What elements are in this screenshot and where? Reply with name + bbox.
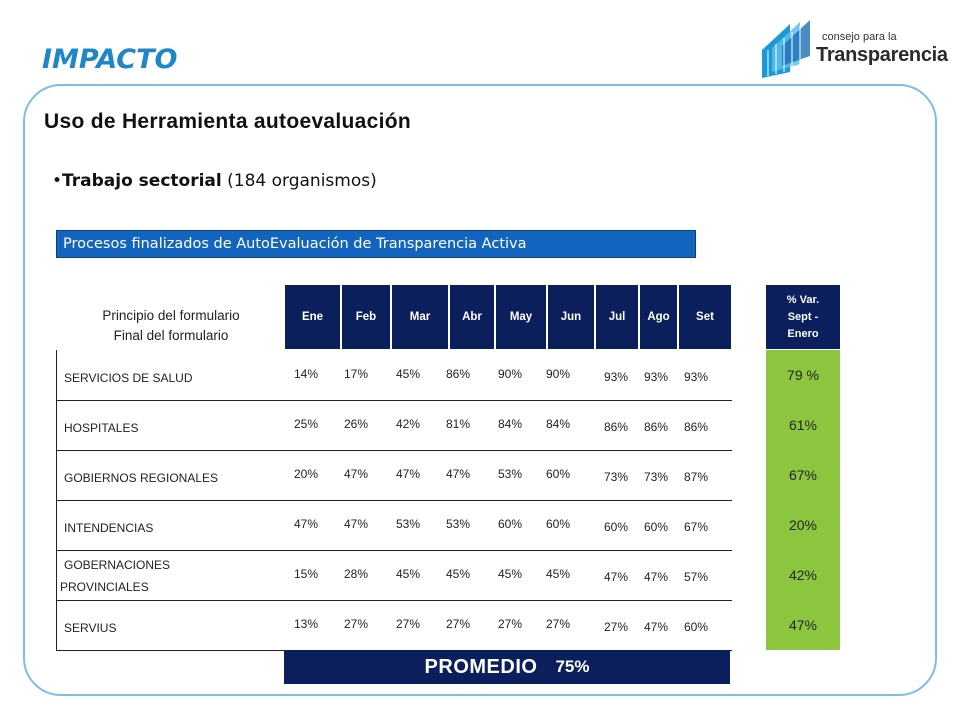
cell-value: 27%	[343, 617, 369, 631]
row-label-line: INTENDENCIAS	[64, 521, 154, 535]
row-label-line: SERVIUS	[64, 621, 117, 635]
cell-value: 60%	[643, 520, 669, 534]
logo-text-large: Transparencia	[816, 44, 948, 66]
cell-value: 53%	[497, 467, 523, 481]
month-header: Feb	[341, 285, 390, 349]
cell-value: 67%	[683, 520, 709, 534]
cell-value: 84%	[545, 417, 571, 431]
month-header: Set	[678, 285, 731, 349]
cell-value: 60%	[545, 467, 571, 481]
cell-value: 90%	[545, 367, 571, 381]
var-value: 67%	[766, 450, 840, 500]
row-divider	[56, 450, 732, 451]
cell-value: 73%	[603, 470, 629, 484]
row-divider	[56, 550, 732, 551]
month-header: Jul	[595, 285, 638, 349]
cell-value: 60%	[497, 517, 523, 531]
page-title: IMPACTO	[42, 44, 178, 75]
cell-value: 93%	[643, 370, 669, 384]
cell-value: 45%	[497, 567, 523, 581]
row-label-line: GOBIERNOS REGIONALES	[64, 471, 219, 485]
var-header	[766, 285, 840, 349]
cell-value: 86%	[445, 367, 471, 381]
cell-value: 81%	[445, 417, 471, 431]
var-value: 79 %	[766, 350, 840, 400]
logo-text-small: consejo para la	[822, 31, 897, 43]
cell-value: 93%	[603, 370, 629, 384]
cell-value: 86%	[683, 420, 709, 434]
cell-value: 27%	[545, 617, 571, 631]
cell-value: 27%	[497, 617, 523, 631]
logo	[760, 20, 950, 82]
month-header: Ene	[284, 285, 340, 349]
row-divider	[56, 600, 732, 601]
cell-value: 57%	[683, 570, 709, 584]
row-label	[64, 517, 153, 539]
bullet-rest: (184 organismos)	[221, 171, 377, 191]
cell-value: 15%	[293, 567, 319, 581]
row-label-line: PROVINCIALES	[60, 580, 149, 594]
cell-value: 60%	[683, 620, 709, 634]
cell-value: 60%	[545, 517, 571, 531]
cell-value: 28%	[343, 567, 369, 581]
month-header: Abr	[449, 285, 494, 349]
row-label	[60, 554, 171, 598]
row-label	[64, 467, 218, 489]
month-header: Jun	[547, 285, 594, 349]
cell-value: 47%	[395, 467, 421, 481]
form-label-end: Final del formulario	[113, 328, 229, 343]
row-divider	[56, 500, 732, 501]
promedio-bar	[284, 650, 730, 684]
cell-value: 47%	[445, 467, 471, 481]
cell-value: 27%	[395, 617, 421, 631]
cell-value: 20%	[293, 467, 319, 481]
cell-value: 86%	[643, 420, 669, 434]
cell-value: 27%	[603, 620, 629, 634]
var-value: 61%	[766, 400, 840, 450]
cell-value: 26%	[343, 417, 369, 431]
cell-value: 45%	[445, 567, 471, 581]
month-header: May	[495, 285, 546, 349]
cell-value: 45%	[395, 367, 421, 381]
bullet-item: •Trabajo sectorial (184 organismos)	[52, 171, 377, 191]
cell-value: 42%	[395, 417, 421, 431]
cell-value: 45%	[545, 567, 571, 581]
table-left-border	[56, 350, 57, 650]
row-label-line: GOBERNACIONES	[64, 558, 171, 572]
cell-value: 87%	[683, 470, 709, 484]
bullet-bold: Trabajo sectorial	[62, 171, 222, 191]
cell-value: 60%	[603, 520, 629, 534]
var-value: 20%	[766, 500, 840, 550]
cell-value: 47%	[643, 570, 669, 584]
logo-mark-icon	[760, 20, 820, 82]
cell-value: 14%	[293, 367, 319, 381]
cell-value: 47%	[343, 467, 369, 481]
cell-value: 53%	[445, 517, 471, 531]
month-header: Mar	[391, 285, 448, 349]
cell-value: 73%	[643, 470, 669, 484]
table-banner: Procesos finalizados de AutoEvaluación de Transparencia Activa	[56, 230, 696, 258]
form-label	[56, 306, 286, 346]
var-header-line: % Var.	[786, 293, 820, 306]
cell-value: 13%	[293, 617, 319, 631]
row-divider	[56, 400, 732, 401]
row-label	[64, 617, 116, 639]
var-header-line: Sept -	[787, 310, 819, 323]
row-label-line: SERVICIOS DE SALUD	[64, 371, 193, 385]
cell-value: 93%	[683, 370, 709, 384]
var-header-line: Enero	[787, 327, 819, 340]
cell-value: 84%	[497, 417, 523, 431]
cell-value: 53%	[395, 517, 421, 531]
cell-value: 25%	[293, 417, 319, 431]
cell-value: 47%	[643, 620, 669, 634]
form-label-start: Principio del formulario	[102, 308, 240, 323]
row-label	[64, 417, 138, 439]
var-value: 42%	[766, 550, 840, 600]
cell-value: 86%	[603, 420, 629, 434]
cell-value: 27%	[445, 617, 471, 631]
section-subtitle: Uso de Herramienta autoevaluación	[44, 110, 412, 133]
cell-value: 47%	[603, 570, 629, 584]
cell-value: 17%	[343, 367, 369, 381]
promedio-value: 75%	[555, 657, 590, 676]
row-label-line: HOSPITALES	[64, 421, 139, 435]
cell-value: 90%	[497, 367, 523, 381]
var-value: 47%	[766, 600, 840, 650]
row-label	[64, 367, 192, 389]
month-header: Ago	[639, 285, 677, 349]
cell-value: 45%	[395, 567, 421, 581]
cell-value: 47%	[343, 517, 369, 531]
promedio-label: PROMEDIO	[424, 655, 538, 678]
cell-value: 47%	[293, 517, 319, 531]
